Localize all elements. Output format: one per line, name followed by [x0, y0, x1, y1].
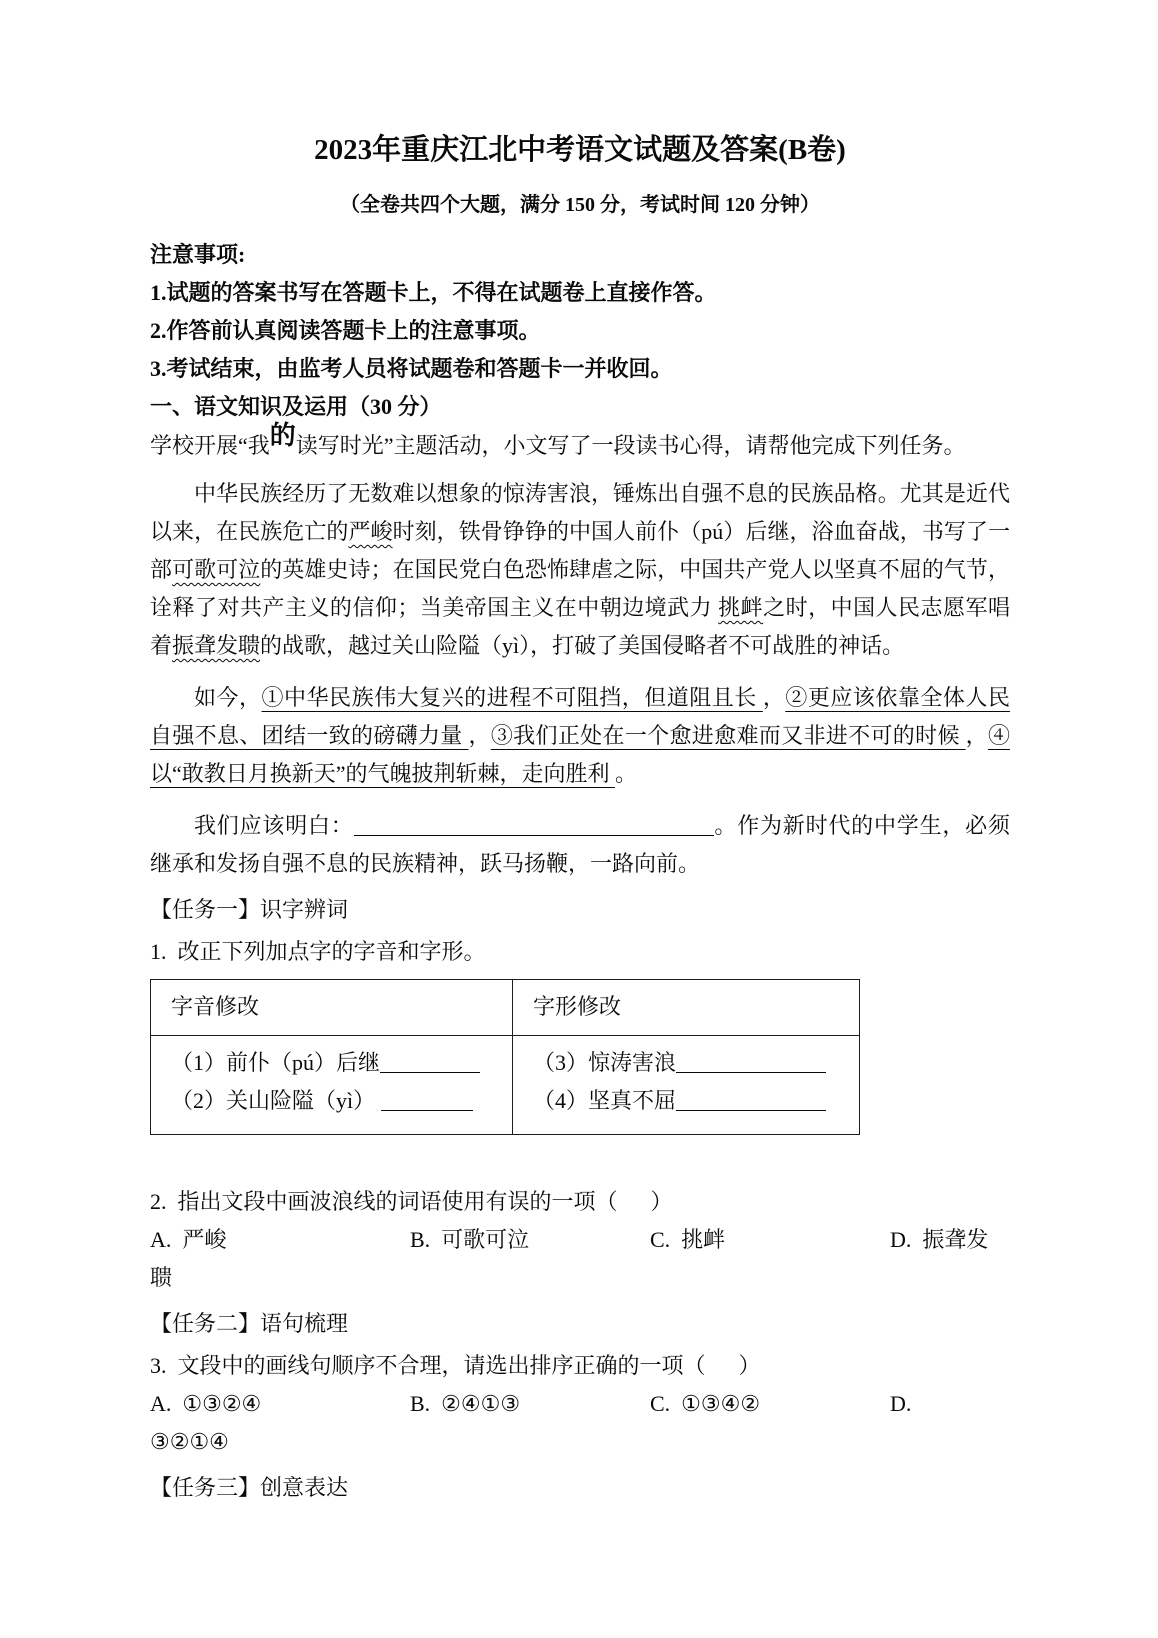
notice-item-1: 1.试题的答案书写在答题卡上，不得在试题卷上直接作答。	[150, 280, 717, 305]
cell-character	[513, 1036, 860, 1135]
task3-heading: 【任务三】创意表达	[150, 1475, 349, 1500]
fill-in-blank	[676, 1060, 826, 1073]
text-segment: ，	[965, 723, 988, 748]
q3-option-d-wrap: ③②①④	[150, 1429, 229, 1454]
fill-in-blank	[676, 1098, 826, 1111]
text-segment: 的英雄史诗；在国民党白色恐怖肆虐之际，中国共产党人以坚真不屈的气节，诠释了对共产主义的信仰；当美帝国主义在中朝边境武力	[150, 557, 1010, 620]
correction-table	[150, 979, 860, 1135]
question-2: 2. 指出文段中画波浪线的词语使用有误的一项（ ）	[150, 1189, 673, 1214]
text-segment: 时刻，铁骨铮铮的中国人前仆（pú）后继，浴血奋战，书写了一部	[150, 519, 1010, 582]
q3-option-b: B. ②④①③	[410, 1391, 521, 1416]
intro-after: 读写时光”主题活动，小文写了一段读书心得，请帮他完成下列任务。	[295, 433, 966, 458]
text-segment: ①中华民族伟大复兴的进程不可阻挡，但道阻且长	[261, 685, 763, 710]
passage-paragraph-2	[150, 679, 1010, 793]
q3-option-a: A. ①③②④	[150, 1391, 262, 1416]
item-4-blank	[533, 1082, 859, 1120]
intro-line	[150, 421, 1010, 465]
header-pronunciation-correction: 字音修改	[151, 980, 513, 1036]
text-segment: 。作为新时代的中学生，必须继承和发扬自强不息的民族精神，跃马扬鞭，一路向前。	[150, 813, 1010, 876]
item-3-blank	[533, 1044, 859, 1082]
passage-paragraph-1	[150, 475, 1010, 665]
item-2-blank	[171, 1082, 512, 1120]
page-title: 2023年重庆江北中考语文试题及答案(B卷)	[314, 134, 846, 166]
text-segment: 中华民族经历了无数难以想象的惊涛害浪，锤炼出自强不息的民族品格。尤其是近代以来，在民族危亡的	[150, 481, 1010, 544]
fill-in-blank	[354, 823, 714, 836]
text-segment: 如今，	[194, 685, 262, 710]
text-segment: （1）前仆（pú）后继	[171, 1050, 381, 1075]
q2-option-a: A. 严峻	[150, 1227, 227, 1252]
q3-option-c: C. ①③④②	[650, 1391, 761, 1416]
text-segment: ④以“敢教日月换新天”的气魄披荆斩棘，走向胜利	[150, 723, 1010, 786]
passage-paragraph-3	[150, 807, 1010, 883]
text-segment: 的战歌，越过关山险隘（yì），打破了美国侵略者不可战胜的神话。	[260, 633, 905, 658]
fill-in-blank	[380, 1060, 480, 1073]
text-segment: 我们应该明白：	[194, 813, 354, 838]
text-segment: （2）关山险隘（yì）	[171, 1088, 381, 1113]
raised-inserted-char: 的	[269, 421, 296, 450]
table-body-row	[151, 1036, 860, 1135]
text-segment: 可歌可泣	[172, 557, 261, 582]
text-segment: （4）坚真不屈	[533, 1088, 677, 1113]
question-3: 3. 文段中的画线句顺序不合理，请选出排序正确的一项（ ）	[150, 1353, 761, 1378]
notice-item-3: 3.考试结束，由监考人员将试题卷和答题卡一并收回。	[150, 356, 673, 381]
text-segment: （3）惊涛害浪	[533, 1050, 677, 1075]
q2-option-d: D. 振聋发	[890, 1227, 989, 1252]
section-heading: 一、语文知识及运用（30 分）	[150, 394, 442, 419]
text-segment: ，	[468, 723, 491, 748]
text-segment: 振聋发聩	[172, 633, 261, 658]
notice-item-2: 2.作答前认真阅读答题卡上的注意事项。	[150, 318, 541, 343]
table-header-row	[151, 980, 860, 1036]
intro-before: 学校开展“我	[150, 433, 270, 458]
question-2-options	[150, 1221, 1010, 1259]
q3-option-d: D.	[890, 1391, 912, 1416]
task2-heading: 【任务二】语句梳理	[150, 1311, 349, 1336]
q2-option-b: B. 可歌可泣	[410, 1227, 530, 1252]
item-1-blank	[171, 1044, 512, 1082]
notice-heading: 注意事项:	[150, 242, 246, 267]
header-character-correction: 字形修改	[513, 980, 860, 1036]
text-segment: ，	[762, 685, 786, 710]
q2-option-c: C. 挑衅	[650, 1227, 726, 1252]
text-segment: 之时，中国人民志愿军唱着	[150, 595, 1010, 658]
q2-option-d-wrap: 聩	[150, 1265, 173, 1290]
text-segment: 严峻	[348, 519, 393, 544]
question-1: 1. 改正下列加点字的字音和字形。	[150, 939, 486, 964]
question-3-options	[150, 1385, 1010, 1423]
text-segment: 。	[615, 761, 638, 786]
task1-heading: 【任务一】识字辨词	[150, 897, 349, 922]
cell-pronunciation	[151, 1036, 513, 1135]
fill-in-blank	[381, 1098, 473, 1111]
page-subtitle: （全卷共四个大题，满分 150 分，考试时间 120 分钟）	[340, 194, 820, 216]
text-segment: ③我们正处在一个愈进愈难而又非进不可的时候	[490, 723, 966, 748]
text-segment: ②更应该依靠全体人民自强不息、团结一致的磅礴力量	[150, 685, 1010, 748]
text-segment: 挑衅	[718, 595, 764, 620]
